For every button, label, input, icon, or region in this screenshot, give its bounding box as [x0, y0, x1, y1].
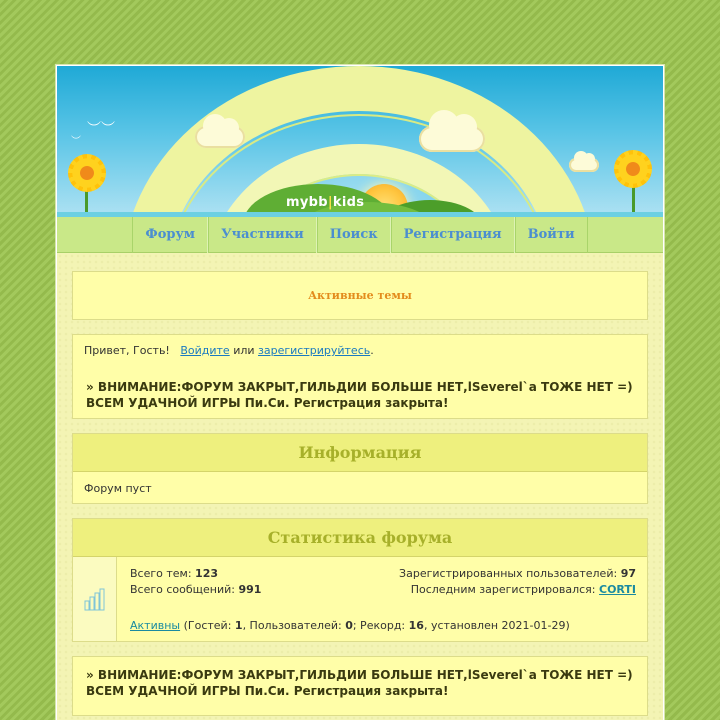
posts-value: 991: [238, 583, 262, 596]
guests-label: (Гостей:: [180, 619, 235, 632]
nav-login[interactable]: Войти: [515, 217, 588, 253]
online-users-label: , Пользователей:: [242, 619, 346, 632]
total-topics: [130, 566, 218, 582]
active-topics-link[interactable]: Активные темы: [72, 271, 648, 320]
online-users: [130, 618, 636, 634]
header-banner: [57, 66, 663, 217]
users-label: Зарегистрированных пользователей:: [399, 567, 621, 580]
nav-search[interactable]: Поиск: [317, 217, 391, 253]
stats-row-2: [130, 582, 636, 598]
total-posts: [130, 582, 261, 598]
nav-members[interactable]: Участники: [208, 217, 317, 253]
stats-content: [117, 557, 647, 641]
bird-icon: ︶: [71, 136, 81, 147]
announcement-text: » ВНИМАНИЕ:ФОРУМ ЗАКРЫТ,ГИЛЬДИИ БОЛЬШЕ НЕТ,lSeverel`a ТОЖЕ НЕТ =) ВСЕМ УДАЧНОЙ ИГРЫ Пи.Си. Регистрация закрыта!: [86, 380, 633, 410]
period-text: .: [370, 344, 374, 357]
stats-body: [73, 557, 647, 641]
bar-chart-icon: [84, 587, 106, 611]
information-section: [72, 433, 648, 504]
last-label: Последним зарегистрировался:: [410, 583, 599, 596]
record-label: ; Рекорд:: [352, 619, 409, 632]
record-date: , установлен 2021-01-29): [423, 619, 570, 632]
last-user-link[interactable]: CORTI: [599, 583, 636, 596]
welcome-line: [84, 344, 636, 357]
main-content: [57, 253, 663, 720]
cloud-icon: [195, 126, 245, 148]
or-text: или: [229, 344, 259, 357]
stats-section: [72, 518, 648, 642]
online-link[interactable]: Активны: [130, 619, 181, 632]
bird-icon: ︶︶: [87, 121, 115, 137]
logo-separator: |: [327, 195, 333, 210]
main-nav: [57, 217, 663, 253]
sunflower-center: [70, 156, 104, 190]
last-registered: [411, 582, 636, 598]
sunflower-center: [616, 152, 650, 186]
nav-register[interactable]: Регистрация: [391, 217, 515, 253]
users-value: 97: [620, 567, 636, 580]
guests-value: 1: [234, 619, 243, 632]
registered-users: [399, 566, 636, 582]
greeting-text: Привет, Гость!: [84, 344, 170, 357]
footer-announcement-box: [72, 656, 648, 716]
login-link[interactable]: Войдите: [180, 344, 230, 357]
register-link[interactable]: зарегистрируйтесь: [258, 344, 371, 357]
stats-title: Статистика форума: [73, 519, 647, 557]
cloud-icon: [419, 126, 485, 152]
logo-text-mybb: mybb: [286, 195, 328, 210]
forum-page: [55, 64, 665, 720]
topics-value: 123: [195, 567, 219, 580]
footer-announcement-text: » ВНИМАНИЕ:ФОРУМ ЗАКРЫТ,ГИЛЬДИИ БОЛЬШЕ НЕТ,lSeverel`a ТОЖЕ НЕТ =) ВСЕМ УДАЧНОЙ ИГРЫ Пи.Си. Регистрация закрыта!: [86, 668, 633, 698]
stats-icon-cell: [73, 557, 117, 641]
record-value: 16: [408, 619, 424, 632]
stats-row-1: [130, 566, 636, 582]
topics-label: Всего тем:: [130, 567, 196, 580]
logo-text-kids: kids: [332, 195, 365, 210]
site-logo[interactable]: [286, 195, 364, 210]
posts-label: Всего сообщений:: [130, 583, 239, 596]
information-title: Информация: [73, 434, 647, 472]
online-users-value: 0: [345, 619, 353, 632]
information-text: Форум пуст: [84, 482, 152, 495]
cloud-icon: [569, 158, 599, 172]
nav-forum[interactable]: Форум: [132, 217, 208, 253]
welcome-box: [72, 334, 648, 419]
